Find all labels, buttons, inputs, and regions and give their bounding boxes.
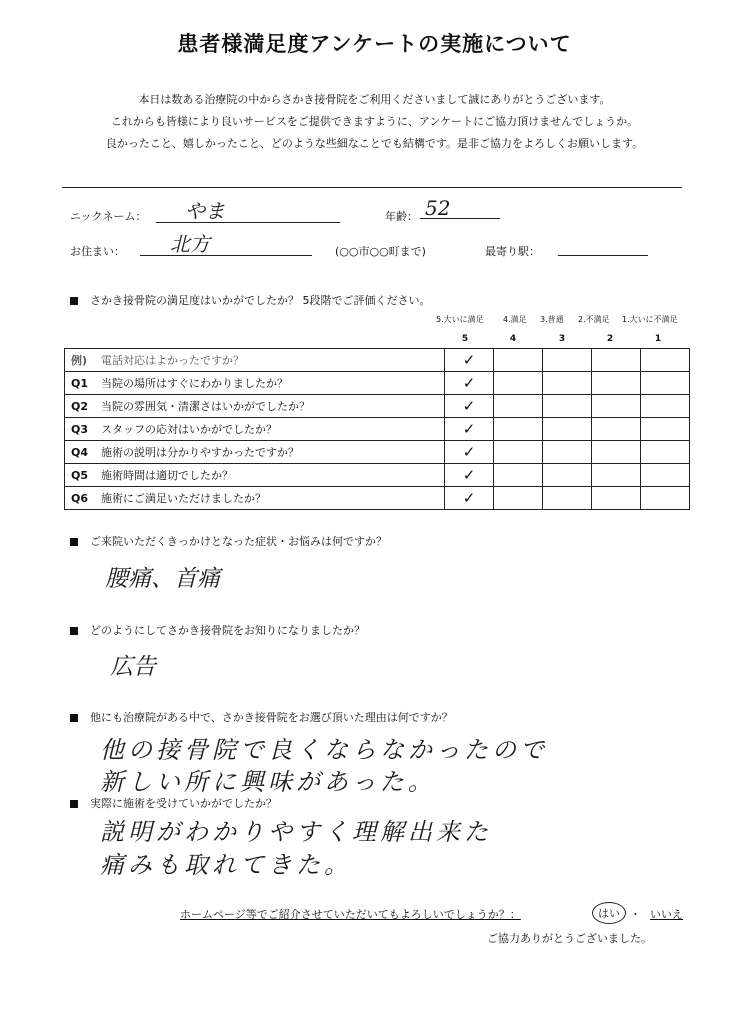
address-underline	[140, 255, 312, 256]
rating-cell-2[interactable]	[592, 487, 641, 510]
rating-cell-3[interactable]	[543, 487, 592, 510]
question-3-answer-line-2[interactable]: 新しい所に興味があった。	[100, 768, 436, 796]
column-header-4: 4	[509, 334, 517, 344]
address-note: (○○市○○町まで)	[335, 245, 426, 258]
rating-cell-5[interactable]	[445, 418, 494, 441]
question-id: Q1	[71, 377, 89, 390]
check-mark-icon: ✓	[462, 466, 476, 484]
question-text: スタッフの応対はいかがでしたか？	[101, 423, 277, 436]
table-row	[65, 464, 690, 487]
rating-cell-1[interactable]	[641, 418, 690, 441]
scale-label-4: 4.満足	[503, 315, 527, 324]
question-cell	[65, 487, 445, 510]
rating-cell-4[interactable]	[494, 441, 543, 464]
table-row	[65, 372, 690, 395]
rating-cell-3[interactable]	[543, 464, 592, 487]
square-bullet-icon	[70, 800, 78, 808]
consent-no-option[interactable]: いいえ	[650, 908, 683, 921]
rating-cell-3[interactable]	[543, 418, 592, 441]
question-3-answer-line-1[interactable]: 他の接骨院で良くならなかったので	[100, 736, 548, 764]
rating-cell-3[interactable]	[543, 395, 592, 418]
station-label: 最寄り駅：	[485, 245, 540, 258]
intro-line-3: 良かったこと、嬉しかったこと、どのような些細なことでも結構です。是非ご協力をよろしくお願いします。	[105, 137, 644, 150]
check-mark-icon: ✓	[462, 420, 476, 438]
thanks-message: ご協力ありがとうございました。	[487, 932, 652, 945]
rating-cell-5[interactable]	[445, 349, 494, 372]
column-header-1: 1	[654, 334, 662, 344]
question-text: 施術にご満足いただけましたか？	[101, 492, 266, 505]
question-4-heading: 実際に施術を受けていかがでしたか？	[70, 795, 277, 811]
rating-cell-4[interactable]	[494, 418, 543, 441]
rating-cell-3[interactable]	[543, 372, 592, 395]
scale-label-5: 5.大いに満足	[436, 315, 484, 324]
intro-line-2: これからも皆様により良いサービスをご提供できますように、アンケートにご協力頂けませんでしょうか。	[110, 115, 639, 128]
question-id: Q5	[71, 469, 89, 482]
scale-label-1: 1.大いに不満足	[622, 315, 678, 324]
question-2-heading: どのようにしてさかき接骨院をお知りになりましたか？	[70, 622, 365, 638]
table-row	[65, 487, 690, 510]
age-underline	[420, 218, 500, 219]
consent-yes-option[interactable]: はい	[592, 902, 626, 924]
question-cell	[65, 418, 445, 441]
address-value[interactable]: 北方	[170, 232, 210, 256]
table-row	[65, 349, 690, 372]
satisfaction-table	[64, 348, 690, 510]
check-mark-icon: ✓	[462, 374, 476, 392]
square-bullet-icon	[70, 297, 78, 305]
question-text: 当院の雰囲気・清潔さはいかがでしたか？	[101, 400, 310, 413]
question-id: Q2	[71, 400, 89, 413]
question-text: 施術の説明は分かりやすかったですか？	[101, 446, 299, 459]
question-2-answer[interactable]: 広告	[110, 654, 156, 680]
question-id: Q4	[71, 446, 89, 459]
question-4-answer-line-1[interactable]: 説明がわかりやすく理解出来た	[100, 818, 492, 846]
address-label: お住まい：	[70, 245, 125, 258]
rating-cell-4[interactable]	[494, 372, 543, 395]
question-cell	[65, 349, 445, 372]
rating-cell-5[interactable]	[445, 372, 494, 395]
square-bullet-icon	[70, 538, 78, 546]
rating-cell-4[interactable]	[494, 395, 543, 418]
page-title: 患者様満足度アンケートの実施について	[177, 31, 572, 56]
rating-cell-2[interactable]	[592, 464, 641, 487]
rating-cell-1[interactable]	[641, 349, 690, 372]
intro-line-1: 本日は数ある治療院の中からさかき接骨院をご利用くださいまして誠にありがとうございます。	[138, 93, 611, 106]
rating-cell-4[interactable]	[494, 349, 543, 372]
rating-cell-1[interactable]	[641, 464, 690, 487]
question-id: 例)	[71, 354, 88, 367]
question-text: 施術時間は適切でしたか？	[101, 469, 233, 482]
question-cell	[65, 441, 445, 464]
scale-label-3: 3.普通	[540, 315, 564, 324]
question-id: Q3	[71, 423, 89, 436]
square-bullet-icon	[70, 714, 78, 722]
question-id: Q6	[71, 492, 89, 505]
rating-cell-4[interactable]	[494, 464, 543, 487]
rating-cell-2[interactable]	[592, 349, 641, 372]
rating-cell-3[interactable]	[543, 349, 592, 372]
column-header-5: 5	[461, 334, 469, 344]
question-1-answer[interactable]: 腰痛、首痛	[105, 566, 220, 592]
rating-cell-5[interactable]	[445, 487, 494, 510]
nickname-value[interactable]: やま	[185, 199, 225, 223]
nickname-label: ニックネーム：	[70, 210, 147, 223]
rating-cell-1[interactable]	[641, 372, 690, 395]
rating-cell-2[interactable]	[592, 441, 641, 464]
question-text: 電話対応はよかったですか？	[101, 354, 244, 367]
rating-cell-3[interactable]	[543, 441, 592, 464]
question-3-heading: 他にも治療院がある中で、さかき接骨院をお選び頂いた理由は何ですか？	[70, 709, 453, 725]
column-header-2: 2	[606, 334, 614, 344]
divider	[62, 187, 682, 188]
age-label: 年齢：	[385, 210, 418, 223]
column-header-3: 3	[558, 334, 566, 344]
nickname-underline	[156, 222, 340, 223]
check-mark-icon: ✓	[462, 443, 476, 461]
question-4-answer-line-2[interactable]: 痛みも取れてきた。	[100, 851, 352, 879]
question-1-heading: ご来院いただくきっかけとなった症状・お悩みは何ですか？	[70, 533, 387, 549]
check-mark-icon: ✓	[462, 489, 476, 507]
table-row	[65, 441, 690, 464]
check-mark-icon: ✓	[462, 397, 476, 415]
table-row	[65, 418, 690, 441]
question-cell	[65, 464, 445, 487]
age-value[interactable]: 52	[425, 196, 451, 220]
question-cell	[65, 395, 445, 418]
rating-cell-2[interactable]	[592, 395, 641, 418]
question-text: 当院の場所はすぐにわかりましたか？	[101, 377, 288, 390]
station-underline	[558, 255, 648, 256]
consent-separator: ・	[630, 908, 641, 921]
rating-cell-1[interactable]	[641, 441, 690, 464]
rating-cell-5[interactable]	[445, 464, 494, 487]
consent-question: ホームページ等でご紹介させていただいてもよろしいでしょうか？：	[180, 908, 521, 921]
check-mark-icon: ✓	[462, 351, 476, 369]
rating-cell-4[interactable]	[494, 487, 543, 510]
scale-label-2: 2.不満足	[578, 315, 610, 324]
rating-cell-5[interactable]	[445, 395, 494, 418]
table-row	[65, 395, 690, 418]
rating-cell-2[interactable]	[592, 372, 641, 395]
rating-cell-1[interactable]	[641, 395, 690, 418]
square-bullet-icon	[70, 627, 78, 635]
rating-cell-2[interactable]	[592, 418, 641, 441]
question-cell	[65, 372, 445, 395]
satisfaction-heading: さかき接骨院の満足度はいかがでしたか？ 5段階でご評価ください。	[70, 292, 431, 308]
rating-cell-5[interactable]	[445, 441, 494, 464]
rating-cell-1[interactable]	[641, 487, 690, 510]
